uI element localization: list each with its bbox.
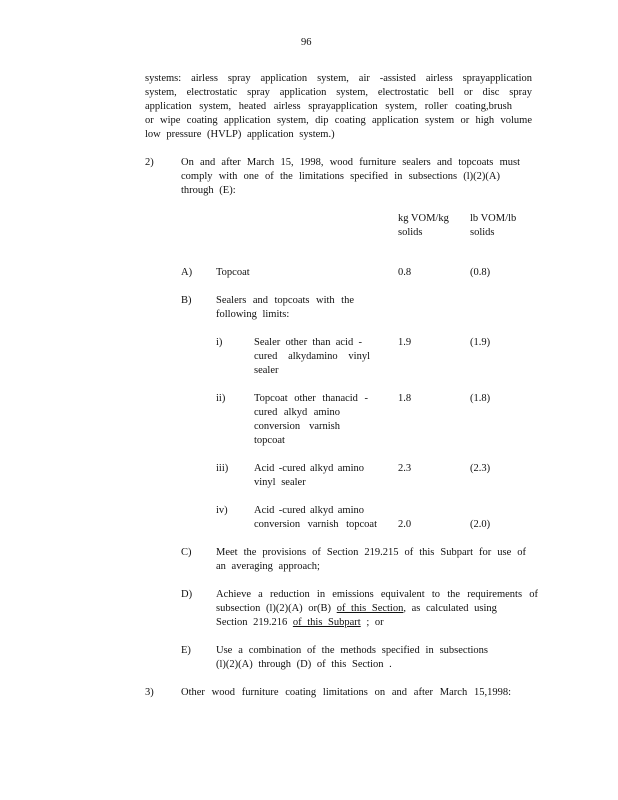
item-b-line-2: following limits: xyxy=(216,309,290,320)
intro-line-1: systems: airless spray application system, air -assisted airless sprayapplication xyxy=(145,73,532,84)
intro-line-2: system, electrostatic spray application system, electrostatic bell or disc spray xyxy=(145,87,532,98)
intro-line-5: low pressure (HVLP) application system.) xyxy=(145,129,335,140)
sub-iii-lb-value: (2.3) xyxy=(470,463,491,474)
item-3-text: Other wood furniture coating limitations on and after March 15,1998: xyxy=(181,687,511,698)
column-header-kg-units: solids xyxy=(398,227,423,238)
sub-iii-label: iii) xyxy=(216,463,229,474)
item-e-label: E) xyxy=(181,645,191,656)
item-e-line-2: (l)(2)(A) through (D) of this Section . xyxy=(216,659,392,670)
item-d-deleted-text-1: of this Section xyxy=(336,603,404,614)
page-number: 96 xyxy=(301,37,312,48)
item-d-line-3-start: Section 219.216 xyxy=(216,617,288,628)
item-c-line-1: Meet the provisions of Section 219.215 of this Subpart for use of xyxy=(216,547,526,558)
sub-iii-line-2: vinyl sealer xyxy=(254,477,306,488)
sub-ii-line-1: Topcoat other thanacid - xyxy=(254,393,368,404)
item-a-label: A) xyxy=(181,267,193,278)
item-2-line-1: On and after March 15, 1998, wood furniture sealers and topcoats must xyxy=(181,157,520,168)
sub-iv-label: iv) xyxy=(216,505,228,516)
item-d-deleted-text-2: of this Subpart xyxy=(292,617,361,628)
item-a-lb-value: (0.8) xyxy=(470,267,491,278)
column-header-lb-units: solids xyxy=(470,227,495,238)
item-d-line-2-end: , as calculated using xyxy=(403,603,497,614)
sub-ii-kg-value: 1.8 xyxy=(398,393,412,404)
sub-ii-line-3: conversion varnish xyxy=(254,421,340,432)
sub-i-label: i) xyxy=(216,337,223,348)
intro-line-3: application system, heated airless sprayapplication system, roller coating,brush xyxy=(145,101,512,112)
sub-ii-line-4: topcoat xyxy=(254,435,285,446)
sub-i-line-3: sealer xyxy=(254,365,279,376)
item-a-text: Topcoat xyxy=(216,267,250,278)
item-d-line-1: Achieve a reduction in emissions equivalent to the requirements of xyxy=(216,589,538,600)
item-d-line-2 xyxy=(216,602,497,616)
item-b-label: B) xyxy=(181,295,192,306)
item-2-line-3: through (E): xyxy=(181,185,236,196)
column-header-kg: kg VOM/kg xyxy=(398,213,449,224)
sub-iv-line-1: Acid -cured alkyd amino xyxy=(254,505,364,516)
sub-iv-lb-value: (2.0) xyxy=(470,519,491,530)
column-header-lb: lb VOM/lb xyxy=(470,213,517,224)
sub-i-line-1: Sealer other than acid - xyxy=(254,337,362,348)
item-3-number: 3) xyxy=(145,687,154,698)
sub-iii-line-1: Acid -cured alkyd amino xyxy=(254,463,364,474)
sub-i-lb-value: (1.9) xyxy=(470,337,491,348)
item-c-label: C) xyxy=(181,547,192,558)
item-d-label: D) xyxy=(181,589,193,600)
item-d-line-2-start: subsection (l)(2)(A) or(B) xyxy=(216,603,332,614)
intro-line-4: or wipe coating application system, dip coating application system or high volume xyxy=(145,115,532,126)
item-b-line-1: Sealers and topcoats with the xyxy=(216,295,354,306)
item-2-line-2: comply with one of the limitations specified in subsections (l)(2)(A) xyxy=(181,171,500,182)
item-d-line-3-end: ; or xyxy=(366,617,384,628)
item-2-number: 2) xyxy=(145,157,154,168)
sub-i-kg-value: 1.9 xyxy=(398,337,412,348)
sub-iv-kg-value: 2.0 xyxy=(398,519,412,530)
item-a-kg-value: 0.8 xyxy=(398,267,412,278)
item-d-line-3 xyxy=(216,616,384,630)
sub-iii-kg-value: 2.3 xyxy=(398,463,412,474)
sub-ii-line-2: cured alkyd amino xyxy=(254,407,340,418)
sub-ii-lb-value: (1.8) xyxy=(470,393,491,404)
sub-i-line-2: cured alkydamino vinyl xyxy=(254,351,370,362)
sub-ii-label: ii) xyxy=(216,393,226,404)
item-e-line-1: Use a combination of the methods specified in subsections xyxy=(216,645,488,656)
item-c-line-2: an averaging approach; xyxy=(216,561,320,572)
sub-iv-line-2: conversion varnish topcoat xyxy=(254,519,377,530)
